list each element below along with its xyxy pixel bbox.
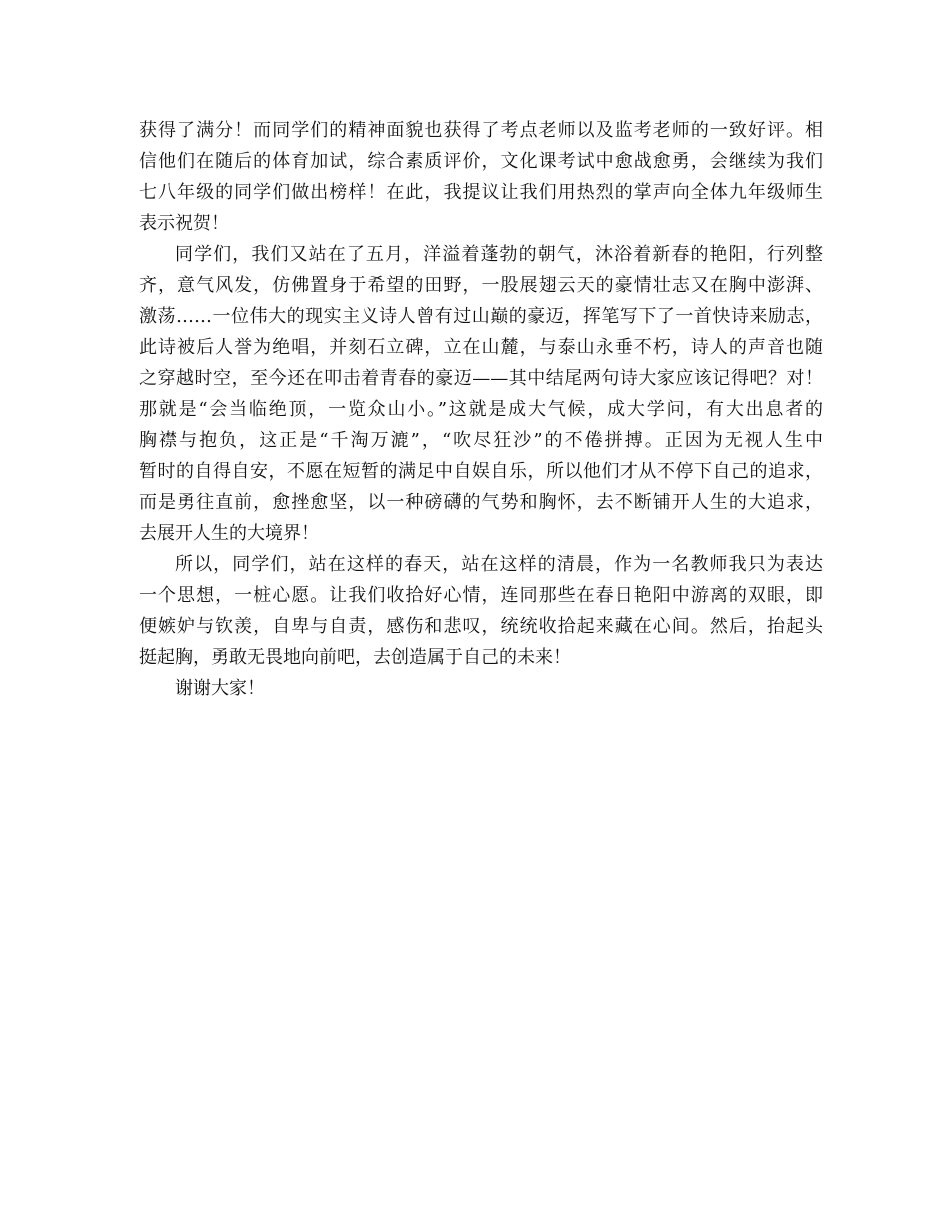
closing-line: 谢谢大家！: [175, 678, 265, 699]
text-line: 去展开人生的大境界！: [139, 523, 319, 544]
paragraph-first-line: 同学们，我们又站在了五月，洋溢着蓬勃的朝气，沐浴着新春的艳阳，行列整: [175, 244, 823, 265]
text-line: 之穿越时空，至今还在叩击着青春的豪迈——其中结尾两句诗大家应该记得吧？对！: [139, 368, 823, 389]
text-line: 获得了满分！而同学们的精神面貌也获得了考点老师以及监考老师的一致好评。相: [139, 120, 823, 141]
text-line: 激荡……一位伟大的现实主义诗人曾有过山巅的豪迈，挥笔写下了一首快诗来励志，: [139, 306, 823, 327]
text-line: 而是勇往直前，愈挫愈坚，以一种磅礴的气势和胸怀，去不断铺开人生的大追求，: [139, 492, 823, 513]
text-line: 七八年级的同学们做出榜样！在此，我提议让我们用热烈的掌声向全体九年级师生: [139, 182, 823, 203]
text-line: 信他们在随后的体育加试，综合素质评价，文化课考试中愈战愈勇，会继续为我们: [139, 151, 823, 172]
document-body: [139, 115, 823, 704]
text-line: 那就是“会当临绝顶，一览众山小。”这就是成大气候，成大学问，有大出息者的: [139, 399, 823, 420]
text-line: 挺起胸，勇敢无畏地向前吧，去创造属于自己的未来！: [139, 647, 571, 668]
text-line: 暂时的自得自安，不愿在短暂的满足中自娱自乐，所以他们才从不停下自己的追求，: [139, 461, 823, 482]
text-line: 齐，意气风发，仿佛置身于希望的田野，一股展翅云天的豪情壮志又在胸中澎湃、: [139, 275, 823, 296]
paragraph-first-line: 所以，同学们，站在这样的春天，站在这样的清晨，作为一名教师我只为表达: [175, 554, 823, 575]
text-line: 一个思想，一桩心愿。让我们收拾好心情，连同那些在春日艳阳中游离的双眼，即: [139, 585, 823, 606]
text-line: 胸襟与抱负，这正是“千淘万漉”，“吹尽狂沙”的不倦拼搏。正因为无视人生中: [139, 430, 823, 451]
text-line: 便嫉妒与钦羡，自卑与自责，感伤和悲叹，统统收拾起来藏在心间。然后，抬起头: [139, 616, 823, 637]
text-line: 表示祝贺！: [139, 213, 229, 234]
text-line: 此诗被后人誉为绝唱，并刻石立碑，立在山麓，与泰山永垂不朽，诗人的声音也随: [139, 337, 823, 358]
